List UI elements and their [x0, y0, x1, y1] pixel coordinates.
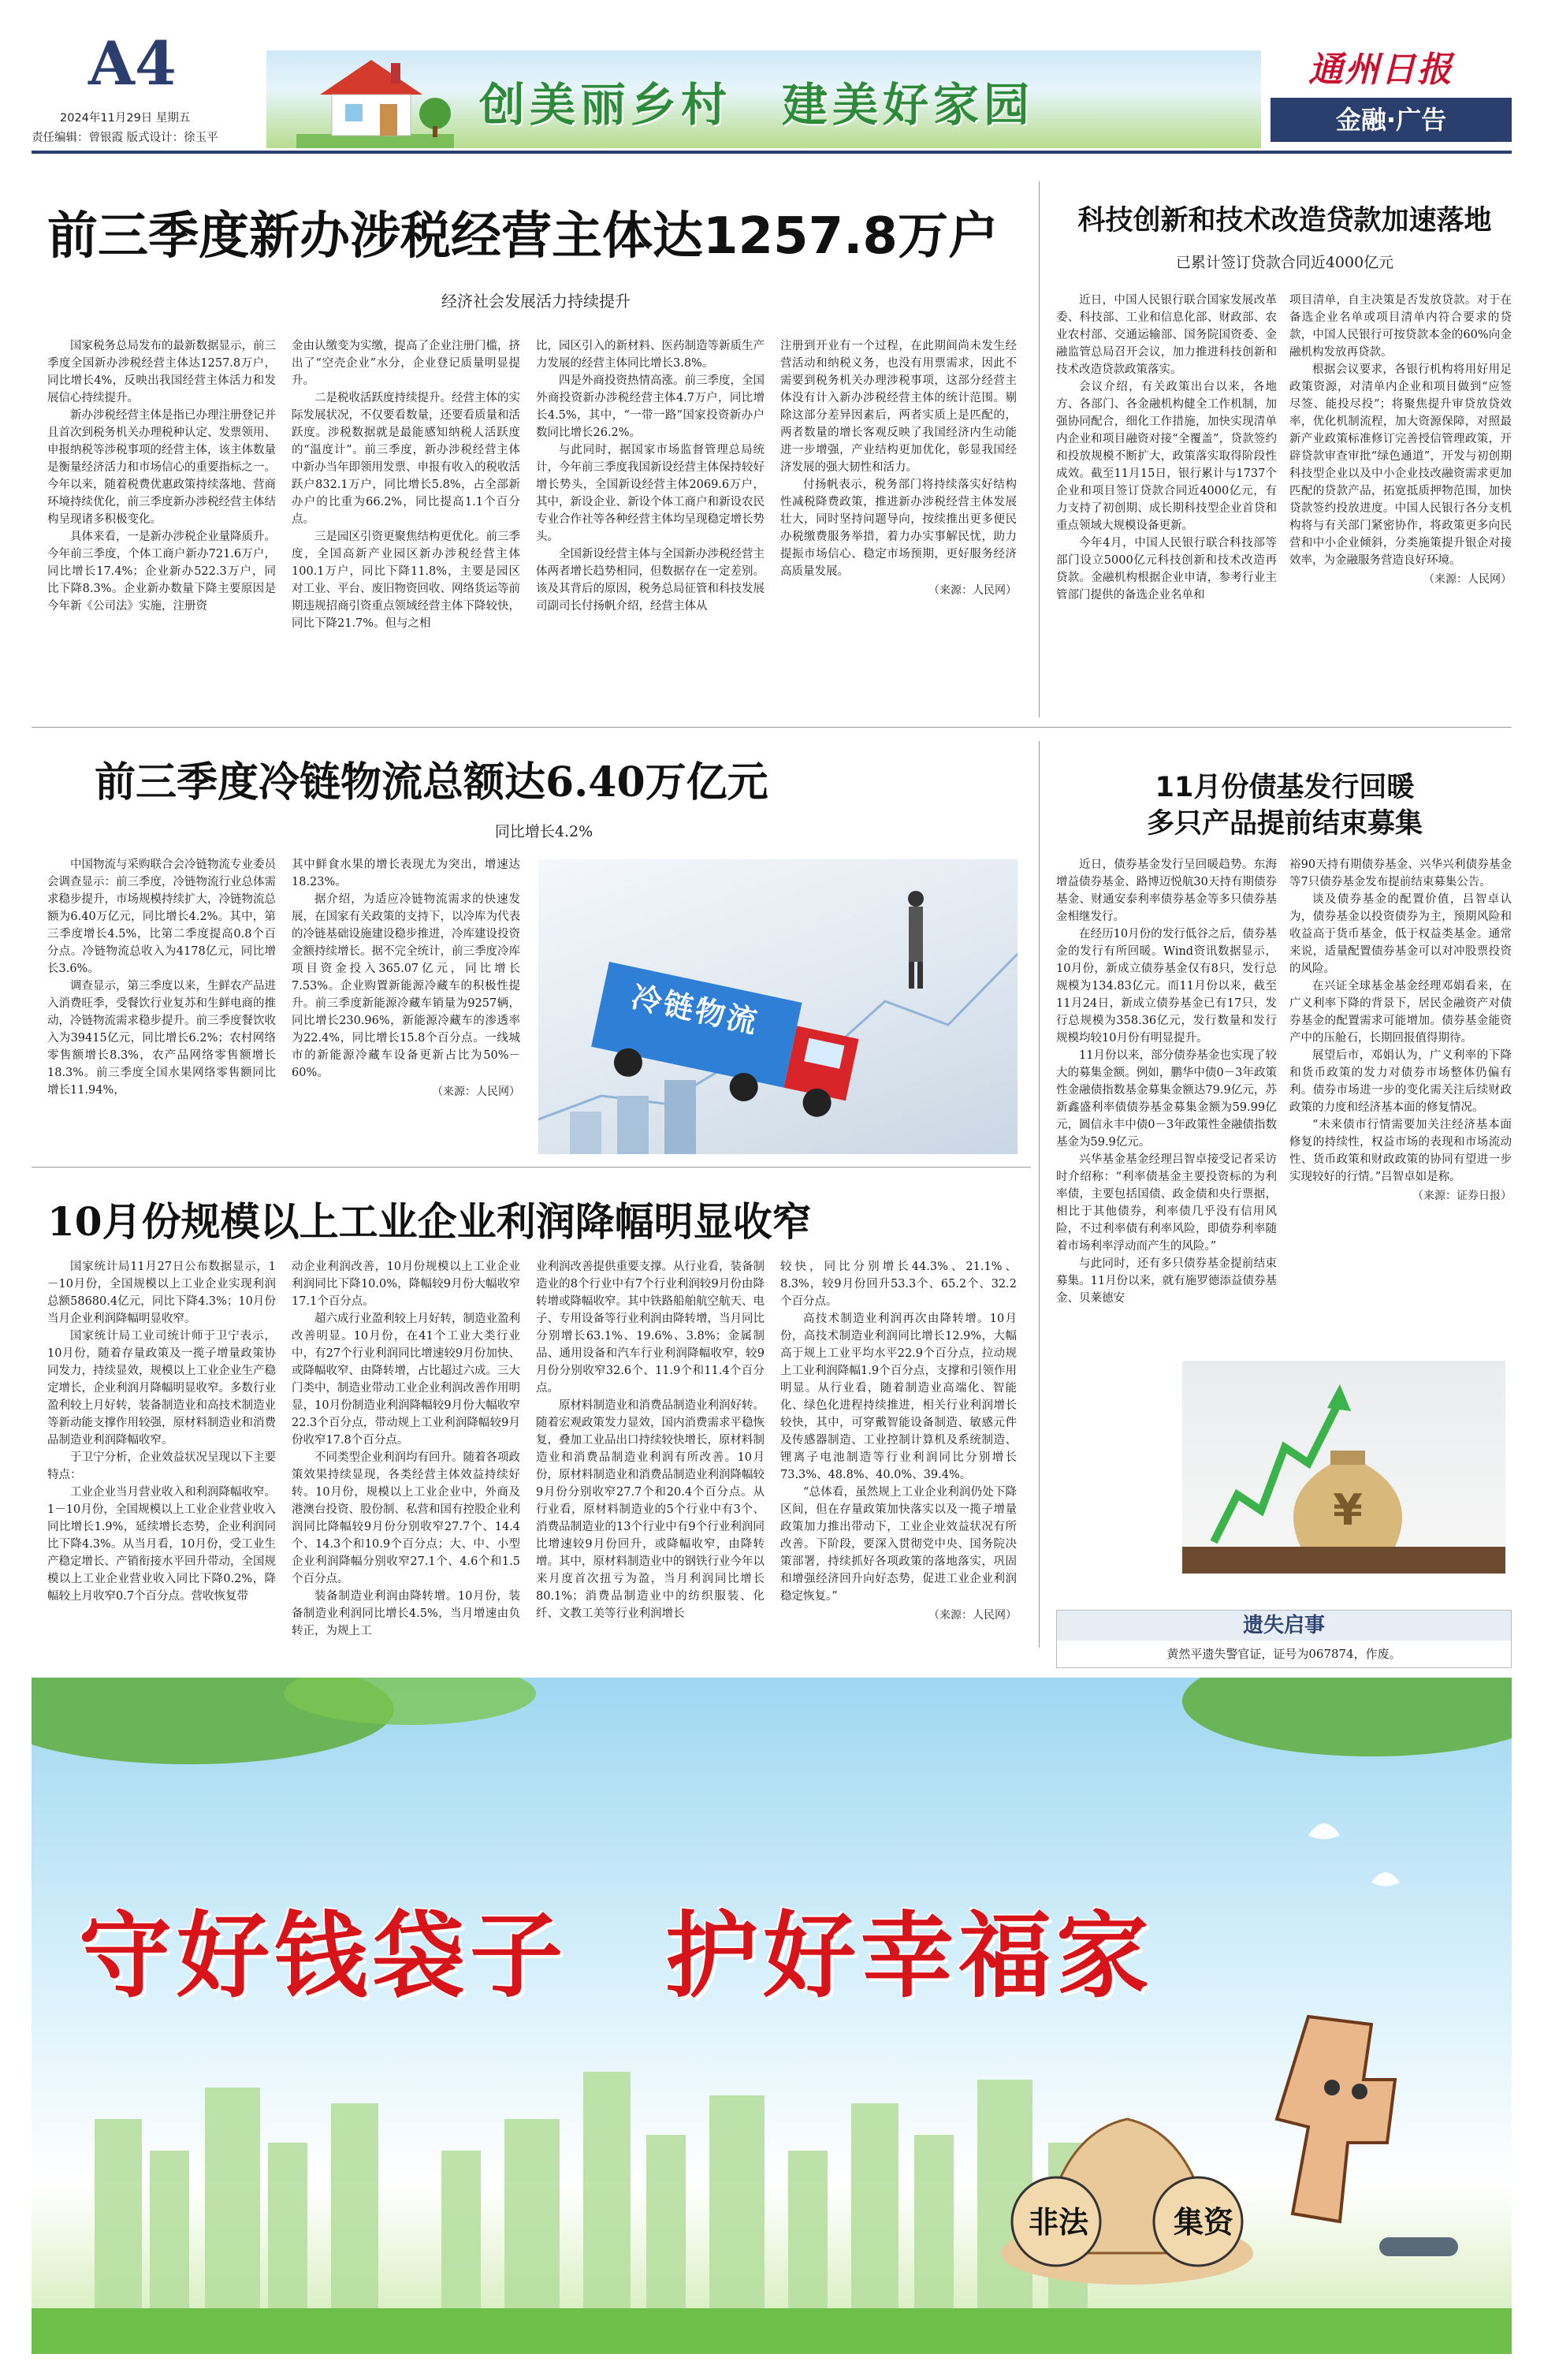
a3-c2-p2: 据介绍，为适应冷链物流需求的快速发展，在国家有关政策的支持下，以冷库为代表的冷链基础设施建设稳步推进，冷库建设投资金额持续增长。据不完全统计，前三季度冷库项目资金投入365.07亿元，同比增长7.53%。企业购置新能源冷藏车的积极性提升。前三季度新能源冷藏车销量为9257辆，同比增长230.96%，新能源冷藏车的渗透率为22.4%，同比增长15.8个百分点。一线城市的新能源冷藏车设备更新占比为50%－60%。 — [292, 893, 520, 1079]
a5-title: 10月份规模以上工业企业利润降幅明显收窄 — [47, 1198, 812, 1245]
divider-row1 — [32, 727, 1512, 728]
a1-col-4 — [780, 337, 1017, 692]
a2-source: （来源：人民网） — [1423, 573, 1512, 586]
a3-col-2 — [292, 856, 520, 1156]
lost-notice — [1056, 1610, 1512, 1668]
svg-text:¥: ¥ — [1333, 1485, 1363, 1535]
a4-c2-p3: 在兴证全球基金基金经理邓娟看来，在广义利率下降的背景下，居民金融资产对债券基金的配置需求可能增加。债券基金能资产中的压舱石，长期回报值得期待。 — [1289, 980, 1512, 1045]
a5-c4-p3: “总体看，虽然规上工业企业利润仍处下降区间，但在存量政策加快落实以及一揽子增量政策加力推出带动下，工业企业效益状况有所改善。下阶段，要深入贯彻党中央、国务院决策部署，持续抓好各项政策的落地落实，巩固和增强经济回升向好态势，促进工业企业利润稳定恢复。” — [780, 1486, 1017, 1603]
a3-title: 前三季度冷链物流总额达6.40万亿元 — [95, 758, 768, 806]
a4-c1-p3: 11月份以来，部分债券基金也实现了较大的募集金额。例如，鹏华中债0－3年政策性金融债指数基金募集金额达79.9亿元，苏新鑫盛利率债债券基金募集金额为59.99亿元，圆信永丰中债0－3年政策性金融债指数基金为59.9亿元。 — [1056, 1049, 1277, 1149]
a1-c1-p2: 新办涉税经营主体是指已办理注册登记并且首次到税务机关办理税种认定、发票领用、申报纳税等涉税事项的经营主体，该主体数量是衡量经济活力和市场信心的重要指标之一。今年以来，随着税费优惠政策持续落地、营商环境持续优化，前三季度新办涉税经营主体结构呈现诸多积极变化。 — [47, 409, 276, 526]
a2-c2-p2: 根据会议要求，各银行机构将用好用足政策资源，对清单内企业和项目做到“应签尽签、能投尽投”；将聚焦提升审贷放贷效率，优化机制流程，加大资源保障，对照最新产业政策标准修订完善授信管理政策，开辟贷款审查审批“绿色通道”，开发与初创期科技型企业以及中小企业技改融资需求更加匹配的贷款产品，拓宽抵质押物范围，加快贷款签约投放进度。中国人民银行各分支机构将与有关部门紧密协作，将政策更多向民营和中小企业倾斜，分类施策提升银企对接效率，为金融服务营造良好环境。 — [1289, 363, 1512, 567]
a3-c1-p2: 调查显示，第三季度以来，生鲜农产品进入消费旺季，受餐饮行业复苏和生鲜电商的推动，冷链物流需求稳步提升。前三季度餐饮收入为39415亿元，同比增长6.2%；农村网络零售额增长8.3%，农产品网络零售额增长18.3%。前三季度全国水果网络零售额同比增长11.94%， — [47, 980, 276, 1097]
a5-c1-p4: 工业企业当月营业收入和利润降幅收窄。1－10月份，全国规模以上工业企业营业收入同比增长1.9%，延续增长态势，企业利润同比下降4.3%。从当月看，10月份，受工业生产稳定增长、产销衔接水平回升带动，全国规模以上工业企业营业收入同比下降0.2%，降幅较上月收窄0.7个百分点。营收恢复带 — [47, 1486, 276, 1603]
section-label: 金融·广告 — [1271, 98, 1512, 142]
a1-c3-p4: 全国新设经营主体与全国新办涉税经营主体两者增长趋势相同，但数据存在一定差别。该及其背后的原因，税务总局征管和科技发展司副司长付扬帆介绍，经营主体从 — [536, 548, 765, 613]
a3-c1-p1: 中国物流与采购联合会冷链物流专业委员会调查显示：前三季度，冷链物流行业总体需求稳步提升，市场规模持续扩大，冷链物流总额为6.40万亿元，同比增长4.2%。其中，第三季度增长4.5%，比第二季度提高0.8个百分点。冷链物流总收入为4178亿元，同比增长3.6%。 — [47, 859, 276, 975]
issue-date: 2024年11月29日 星期五 — [60, 112, 191, 125]
a1-col-2 — [292, 337, 520, 692]
a4-title: 11月份债基发行回暖 多只产品提前结束募集 — [1146, 772, 1423, 840]
a1-title: 前三季度新办涉税经营主体达1257.8万户 — [47, 207, 999, 266]
house-illustration — [296, 55, 454, 148]
a3-source: （来源：人民网） — [432, 1086, 520, 1098]
a2-c1-p2: 会议介绍，有关政策出台以来，各地方、各部门、各金融机构健全工作机制，加强协同配合，细化工作措施，加快实现清单内企业和项目融资对接“全覆盖”，贷款签约和投放规模不断扩大，政策落实取得阶段性成效。截至11月15日，银行累计与1737个企业和项目签订贷款合同近4000亿元，有力支持了初创期、成长期科技型企业首贷和重点领域大规模设备更新。 — [1056, 381, 1277, 532]
banner-scenery — [32, 1678, 1512, 2354]
bottom-banner — [32, 1678, 1512, 2354]
paper-logo: 通州日报 — [1308, 50, 1453, 90]
a4-c1-p5: 与此同时，还有多只债券基金提前结束募集。11月份以来，就有施罗德添益债券基金、贝莱德安 — [1056, 1257, 1277, 1305]
a1-c1-p3: 具体来看，一是新办涉税企业量降质升。今年前三季度，个体工商户新办721.6万户，同比增长17.4%；企业新办522.3万户，同比下降8.3%。企业新办数量下降主要原因是今年新《公司法》实施，注册资 — [47, 531, 276, 613]
masthead — [0, 0, 1544, 158]
a1-c2-p1: 金由认缴变为实缴，提高了企业注册门槛，挤出了“空壳企业”水分，企业登记质量明显提升。 — [292, 340, 520, 387]
a5-col-3 — [536, 1258, 765, 1644]
a1-c1-p1: 国家税务总局发布的最新数据显示，前三季度全国新办涉税经营主体达1257.8万户，同比增长4%，反映出我国经营主体活力和发展信心持续提升。 — [47, 340, 276, 404]
truck-illustration — [538, 859, 1018, 1154]
a2-title: 科技创新和技术改造贷款加速落地 — [1077, 205, 1492, 237]
a1-source: （来源：人民网） — [928, 584, 1017, 597]
a4-c2-p4: 展望后市，邓娟认为，广义利率的下降和货币政策的发力对债券市场整体仍偏有利。债券市场进一步的变化需关注后续财政政策的力度和经济基本面的修复情况。 — [1289, 1049, 1512, 1114]
a1-col-3 — [536, 337, 765, 692]
page-number: A4 — [88, 28, 177, 99]
a1-c4-p2: 付扬帆表示，税务部门将持续落实好结构性减税降费政策，推进新办涉税经营主体发展壮大，同时坚持问题导向，按续推出更多便民办税缴费服务举措，着力办实事解民忧，助力提振市场信心、稳定市场预期，更好服务经济高质量发展。 — [780, 479, 1017, 578]
a5-source: （来源：人民网） — [928, 1609, 1017, 1622]
a5-c1-p3: 于卫宁分析，企业效益状况呈现以下主要特点： — [47, 1451, 276, 1481]
money-bag-illustration — [1182, 1361, 1505, 1574]
a4-col-2 — [1289, 856, 1512, 1353]
a4-c2-p5: “未来债市行情需要加关注经济基本面修复的持续性，权益市场的表现和市场流动性、货币政策和财政政策的协同有望进一步实现较好的行情。”吕智卓如是称。 — [1289, 1119, 1512, 1183]
a5-col-2 — [292, 1258, 520, 1644]
truck-label: 冷链物流 — [628, 979, 763, 1041]
a1-subtitle: 经济社会发展活力持续提升 — [441, 292, 631, 311]
a5-c3-p1: 业利润改善提供重要支撑。从行业看，装备制造业的8个行业中有7个行业利润较9月份由降转增或降幅收窄。其中铁路船舶航空航天、电子、专用设备等行业利润由降转增，当月同比分别增长63.1%、19.6%、3.8%；金属制品、通用设备和汽车行业利润降幅收窄，较9月份分别收窄32.6个、11.9个和11.4个百分点。 — [536, 1261, 765, 1395]
a4-c2-p2: 谈及债券基金的配置价值，吕智卓认为，债券基金以投资债券为主，预期风险和收益高于货币基金，低于权益类基金。通常来说，适量配置债券基金可以对冲股票投资的风险。 — [1289, 893, 1512, 975]
slogan-text: 创美丽乡村 建美好家园 — [479, 78, 1035, 132]
a5-c4-p1: 较快，同比分别增长44.3%、21.1%、8.3%，较9月份回升53.3个、65.2个、32.2个百分点。 — [780, 1261, 1017, 1308]
badge-fundraising: 集资 — [1173, 2205, 1233, 2240]
a5-c2-p1: 动企业利润改善，10月份规模以上工业企业利润同比下降10.0%，降幅较9月份大幅收窄17.1个百分点。 — [292, 1261, 520, 1308]
a2-col-1 — [1056, 292, 1277, 702]
header-rule — [32, 151, 1512, 154]
a2-c2-p1: 项目清单，自主决策是否发放贷款。对于在备选企业名单或项目清单内符合要求的贷款，中国人民银行可按贷款本金的60%向金融机构发放再贷款。 — [1289, 294, 1512, 359]
a5-c2-p3: 不同类型企业利润均有回升。随着各项政策效果持续显现，各类经营主体效益持续好转。10月份，规模以上工业企业中，外商及港澳台投资、股份制、私营和国有控股企业利润同比降幅较9月份分别收窄27.7个、14.4个、14.3个和10.9个百分点；大、中、小型企业利润降幅分别收窄27.1个、4.6个和1.5个百分点。 — [292, 1451, 520, 1585]
cold-chain-photo — [538, 859, 1018, 1154]
a2-subtitle: 已累计签订贷款合同近4000亿元 — [1175, 254, 1394, 271]
a1-c2-p3: 三是园区引资更聚焦结构更优化。前三季度，全国高新产业园区新办涉税经营主体100.1万户，同比下降11.8%，主要是园区对工业、平台、废旧物资回收、网络货运等前期违规招商引资重点领域经营主体下降较快，同比下降21.7%。但与之相 — [292, 531, 520, 630]
a3-c2-p1: 其中鲜食水果的增长表现尤为突出，增速达18.23%。 — [292, 859, 520, 888]
money-bag-photo — [1182, 1361, 1505, 1574]
a3-subtitle: 同比增长4.2% — [494, 823, 593, 840]
a5-c1-p1: 国家统计局11月27日公布数据显示，1－10月份，全国规模以上工业企业实现利润总额58680.4亿元，同比下降4.3%；10月份当月企业利润降幅明显收窄。 — [47, 1261, 276, 1325]
a1-c3-p3: 与此同时，据国家市场监督管理总局统计，今年前三季度我国新设经营主体保持较好增长势头，全国新设经营主体2069.6万户，其中，新设企业、新设个体工商户和新设农民专业合作社等各种经营主体均呈现稳定增长势头。 — [536, 444, 765, 543]
slogan-banner — [266, 50, 1261, 148]
a5-col-1 — [47, 1258, 276, 1644]
a5-c1-p2: 国家统计局工业司统计师于卫宁表示，10月份，随着存量政策及一揽子增量政策协同发力，持续显效，规模以上工业企业生产稳定增长，企业利润月降幅明显收窄。多数行业盈利较上月好转，装备制造业和高技术制造业等新动能支撑作用较强，原材料制造业和消费品制造业利润降幅收窄。 — [47, 1330, 276, 1447]
a2-c1-p3: 今年4月，中国人民银行联合科技部等部门设立5000亿元科技创新和技术改造再贷款。金融机构根据企业申请，参考行业主管部门提供的备选企业名单和 — [1056, 537, 1277, 602]
a5-col-4 — [780, 1258, 1017, 1644]
a4-source: （来源：证券日报） — [1412, 1190, 1512, 1202]
a1-c2-p2: 二是税收活跃度持续提升。经营主体的实际发展状况，不仅要看数量，还要看质量和活跃度。涉税数据就是最能感知纳税人活跃度的“温度计”。前三季度，新办涉税经营主体中新办当年即领用发票、申报有收入的税收活跃户832.1万户，同比增长5.8%，占全部新办户的比重为66.2%，同比提高1.1个百分点。 — [292, 392, 520, 526]
a4-c1-p4: 兴华基金基金经理吕智卓接受记者采访时介绍称：“利率债基金主要投资标的为利率债，主要包括国债、政金债和央行票据，相比于其他债券，利率债几乎没有信用风险，不过利率债有利率风险，即债券利率随着市场利率浮动而产生的风险。” — [1056, 1153, 1277, 1253]
divider-a3-a4 — [1039, 741, 1040, 1648]
a3-col-1 — [47, 856, 276, 1156]
a4-c1-p1: 近日，债券基金发行呈回暖趋势。东海增益债券基金、路博迈悦航30天持有期债券基金、财通安泰利率债券基金等多只债券基金相继发行。 — [1056, 859, 1277, 923]
a1-c4-p1: 注册到开业有一个过程，在此期间尚未发生经营活动和纳税义务，也没有用票需求，因此不需要到税务机关办理涉税事项，这部分经营主体没有计入新办涉税经营主体的统计范围。剔除这部分差异因素后，两者实质上是匹配的，两者数量的增长客观反映了我国经济内生动能进一步增强，产业结构更加优化，彰显我国经济发展的强大韧性和活力。 — [780, 340, 1017, 474]
notice-text: 黄然平遗失警官证，证号为067874，作废。 — [1166, 1647, 1401, 1661]
a1-c3-p2: 四是外商投资热情高涨。前三季度，全国外商投资新办涉税经营主体4.7万户，同比增长4.5%，其中，“一带一路”国家投资新办户数同比增长26.2%。 — [536, 374, 765, 439]
a2-col-2 — [1289, 292, 1512, 710]
a4-c2-p1: 裕90天持有期债券基金、兴华兴利债券基金等7只债券基金发布提前结束募集公告。 — [1289, 859, 1512, 888]
divider-row2 — [32, 1167, 1031, 1168]
a5-c4-p2: 高技术制造业利润再次由降转增。10月份，高技术制造业利润同比增长12.9%，大幅高于规上工业平均水平22.9个百分点，拉动规上工业利润降幅1.9个百分点，支撑和引领作用明显。从行业看，随着制造业高端化、智能化、绿色化进程持续推进，相关行业利润增长较快，其中，可穿戴智能设备制造、敏感元件及传感器制造、工业控制计算机及系统制造、锂离子电池制造等行业利润同比分别增长73.3%、48.8%、40.0%、39.4%。 — [780, 1313, 1017, 1481]
divider-a1-a2 — [1039, 181, 1040, 717]
banner-slogan: 守好钱袋子 护好幸福家 — [79, 1901, 1155, 2010]
a5-c2-p4: 装备制造业利润由降转增。10月份，装备制造业利润同比增长4.5%，当月增速由负转正，为规上工 — [292, 1590, 520, 1637]
a5-c2-p2: 超六成行业盈利较上月好转，制造业盈利改善明显。10月份，在41个工业大类行业中，有27个行业利润同比增速较9月份加快、或降幅收窄、由降转增，占比超过六成。三大门类中，制造业带动工业企业利润改善作用明显，10月份制造业利润降幅较9月份大幅收窄22.3个百分点，带动规上工业利润降幅较9月份收窄17.8个百分点。 — [292, 1313, 520, 1447]
a1-c3-p1: 比，园区引入的新材料、医药制造等新质生产力发展的经营主体同比增长3.8%。 — [536, 340, 765, 370]
notice-title: 遗失启事 — [1057, 1611, 1511, 1641]
a1-col-1 — [47, 337, 276, 692]
a2-c1-p1: 近日，中国人民银行联合国家发展改革委、科技部、工业和信息化部、财政部、农业农村部、交通运输部、国务院国资委、金融监管总局召开会议，加力推进科技创新和技术改造贷款政策落实。 — [1056, 294, 1277, 376]
a5-c3-p2: 原材料制造业和消费品制造业利润好转。随着宏观政策发力显效，国内消费需求平稳恢复，叠加工业品出口持续较快增长，原材料制造业和消费品制造业利润有所改善。10月份，原材料制造业和消费品制造业利润降幅较9月份分别收窄27.7个和20.4个百分点。从行业看，原材料制造业的5个行业中有3个、消费品制造业的13个行业中有9个行业利润同比增速较9月份回升，或降幅收窄，由降转增。其中，原材料制造业中的钢铁行业今年以来月度首次扭亏为盈，当月利润同比增长80.1%；消费品制造业中的纺织服装、化纤、文教工美等行业利润增长 — [536, 1399, 765, 1620]
badge-illegal: 非法 — [1028, 2205, 1088, 2240]
a4-c1-p2: 在经历10月份的发行低谷之后，债券基金的发行有所回暖。Wind资讯数据显示，10月份，新成立债券基金仅有8只，发行总规模为134.83亿元。而11月份以来，截至11月24日，新成立债券基金已有17只，发行总规模为358.36亿元，发行数量和发行规模均较10月份有明显提升。 — [1056, 928, 1277, 1045]
editors-line: 责任编辑：曾银霞 版式设计：徐玉平 — [32, 132, 218, 144]
